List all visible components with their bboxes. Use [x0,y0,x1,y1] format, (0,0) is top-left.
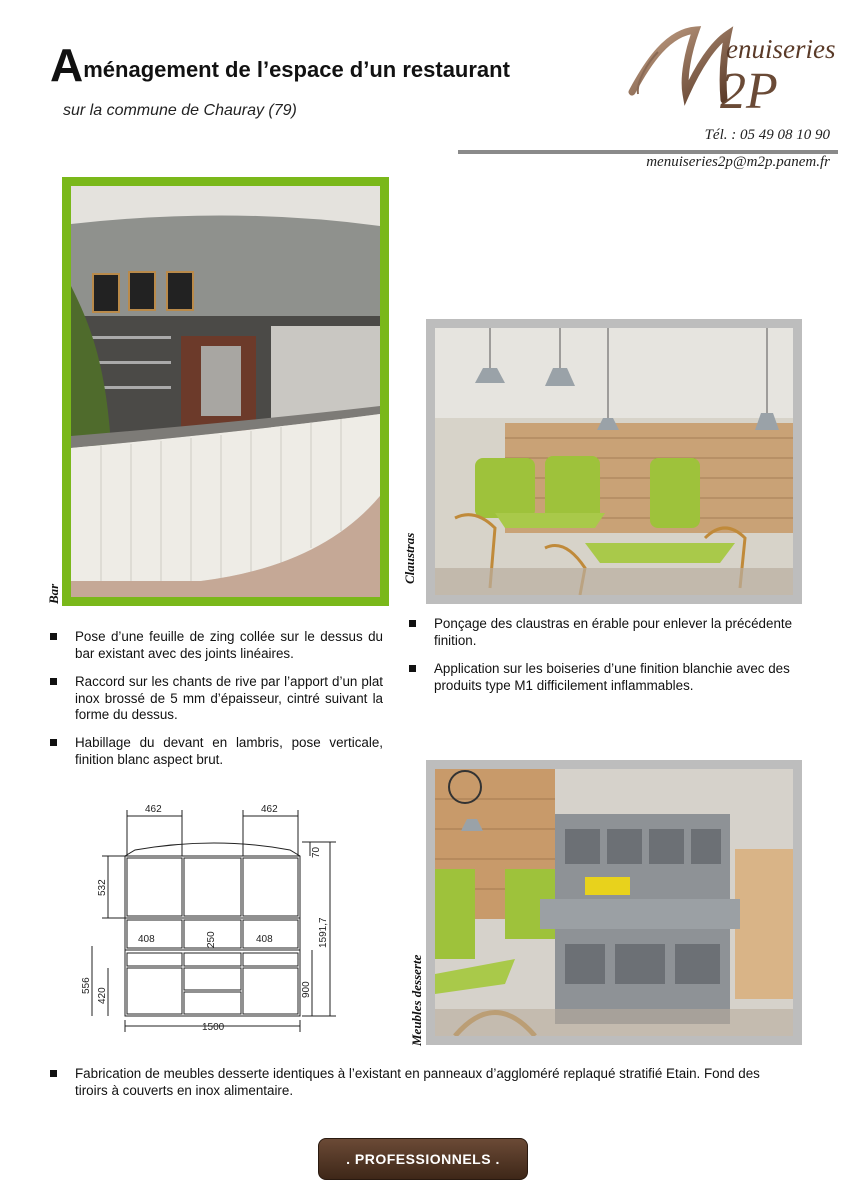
list-item-text: Pose d’une feuille de zing collée sur le dessus du bar existant avec des joints linéaires. [75,629,383,661]
bullet-square [50,678,57,685]
desserte-photo-frame [426,760,802,1045]
bullet-square [409,665,416,672]
dim-408-right: 408 [256,934,273,945]
logo-2p: 2P [720,63,778,120]
list-item-text: Application sur les boiseries d’une finition blanchie avec des produits type M1 difficilement inflammables. [434,661,790,693]
dim-420: 420 [97,987,108,1004]
desserte-photo-label: Meubles desserte [409,954,424,1046]
logo-text: enuiseries [726,34,836,64]
dim-1500: 1500 [202,1022,225,1033]
technical-drawing [80,798,340,1046]
list-item-text: Ponçage des claustras en érable pour enlever la précédente finition. [434,616,793,648]
dim-462-right: 462 [261,804,278,815]
bar-photo [71,186,380,597]
contact-email: menuiseries2p@m2p.panem.fr [646,154,830,170]
title-text: ménagement de l’espace d’un restaurant [83,57,510,82]
bullet-square [409,620,416,627]
bar-photo-label: Bar [46,583,61,604]
dim-462-left: 462 [145,804,162,815]
dim-408-left: 408 [138,934,155,945]
claustras-photo [435,328,793,595]
company-logo [628,22,838,132]
bullet-square [50,739,57,746]
dim-556: 556 [81,977,92,994]
list-item-text: Fabrication de meubles desserte identiques à l’existant en panneaux d’aggloméré replaqué stratifié Etain. Fond des tiroirs à couverts en inox alimentaire. [75,1066,760,1098]
dim-1591: 1591,7 [318,917,329,948]
bullet-square [50,1070,57,1077]
dim-532: 532 [97,879,108,896]
page-title [50,39,510,91]
dim-900: 900 [301,981,312,998]
list-item-text: Raccord sur les chants de rive par l’apport d’un plat inox brossé de 5 mm d’épaisseur, cintré suivant la forme du dessus. [75,674,383,722]
claustras-photo-label: Claustras [402,532,417,584]
dim-70: 70 [311,846,322,858]
contact-phone: Tél. : 05 49 08 10 90 [704,127,830,143]
desserte-photo [435,769,793,1036]
bar-photo-frame [62,177,389,606]
bullet-square [50,633,57,640]
page-subtitle: sur la commune de Chauray (79) [63,102,297,119]
professionnels-badge[interactable]: . PROFESSIONNELS . [318,1138,528,1180]
dim-250: 250 [206,931,217,948]
title-initial: A [50,39,84,91]
list-item-text: Habillage du devant en lambris, pose verticale, finition blanc aspect brut. [75,735,383,767]
claustras-photo-frame [426,319,802,604]
